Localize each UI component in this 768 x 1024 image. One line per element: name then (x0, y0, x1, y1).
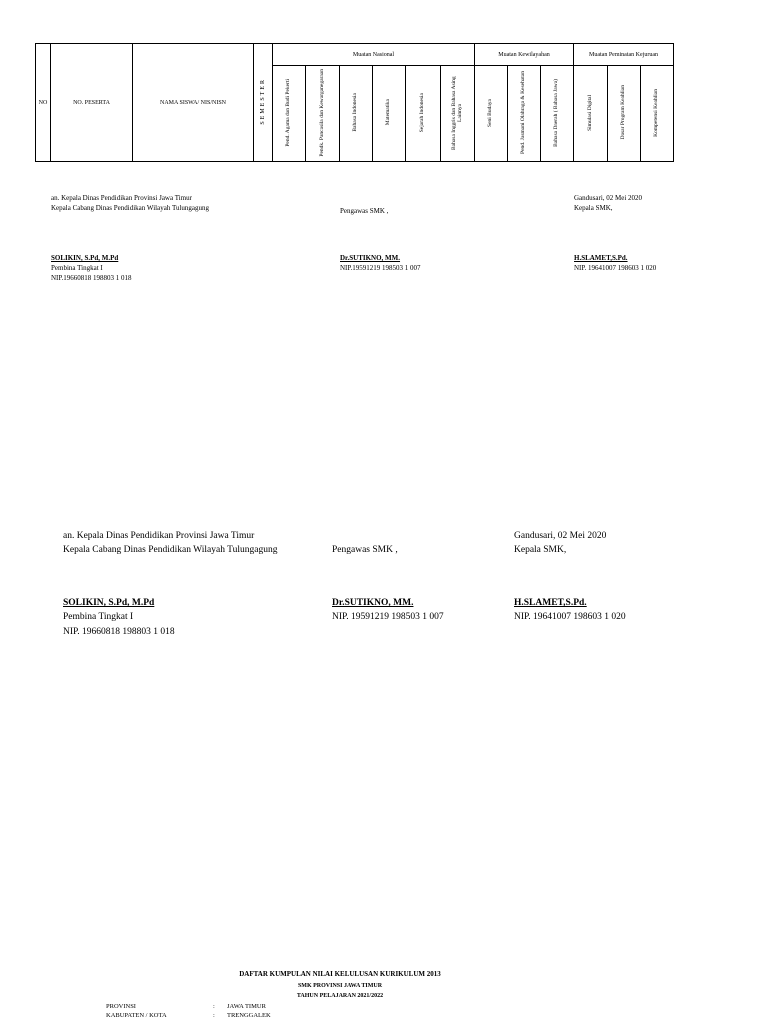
signature-left-1 (51, 193, 209, 213)
subject-header: Simulasi Digital (574, 66, 608, 162)
signer-name: SOLIKIN, S.Pd, M.Pd (63, 598, 155, 608)
subject-header: Sejarah Indonesia (406, 66, 441, 162)
subject-header: Bahasa Indonesia (340, 66, 373, 162)
principal-title: Kepala SMK, (514, 545, 567, 556)
signature-left-2 (63, 529, 277, 558)
group-muatan-kewilayahan: Muatan Kewilayahan (475, 44, 574, 66)
info-row-regency (106, 1012, 271, 1019)
place-date: Gandusari, 02 Mei 2020 (514, 531, 607, 541)
supervisor-title-1: Pengawas SMK , (340, 207, 389, 215)
signer-nip: NIP. 19641007 198603 1 020 (514, 612, 626, 623)
signer-nip: NIP.19591219 198503 1 007 (340, 264, 421, 273)
signer-middle-1 (340, 253, 421, 273)
signer-nip: NIP. 19591219 198503 1 007 (332, 612, 444, 623)
place-date: Gandusari, 02 Mei 2020 (574, 194, 643, 202)
info-sep: : (213, 1012, 215, 1019)
info-value: TRENGGALEK (227, 1012, 271, 1019)
info-label: KABUPATEN / KOTA (106, 1012, 167, 1019)
group-muatan-peminatan: Muatan Peminatan Kejuruan (574, 44, 674, 66)
group-muatan-nasional: Muatan Nasional (273, 44, 475, 66)
signer-right-2 (514, 596, 626, 625)
signer-rank: Pembina Tingkat I (51, 264, 103, 273)
signer-name: Dr.SUTIKNO, MM. (332, 598, 414, 608)
grades-table (35, 43, 674, 162)
left-office-line2: Kepala Cabang Dinas Pendidikan Wilayah Tulungagung (51, 204, 210, 213)
signer-rank: Pembina Tingkat I (63, 612, 134, 623)
subject-header: Pend. Agama dan Budi Pekerti (273, 66, 306, 162)
subject-header: Dasar Program Keahlian (608, 66, 641, 162)
subject-header: Bahasa Daerah ( Bahasa Jawa) (541, 66, 574, 162)
info-value: JAWA TIMUR (227, 1003, 266, 1010)
signer-left-1 (51, 253, 132, 283)
info-row-province (106, 1003, 266, 1010)
signature-right-1 (574, 193, 642, 213)
left-office-line1: an. Kepala Dinas Pendidikan Provinsi Jawa Timur (51, 194, 192, 202)
subject-header: Matematika (373, 66, 406, 162)
document-title: DAFTAR KUMPULAN NILAI KELULUSAN KURIKULUM 2013 (239, 970, 441, 978)
info-label: PROVINSI (106, 1003, 136, 1010)
signer-nip: NIP. 19660818 198803 1 018 (63, 626, 175, 637)
col-no-peserta: NO. PESERTA (51, 44, 133, 162)
signer-name: H.SLAMET,S.Pd. (514, 598, 587, 608)
subject-header: Bahasa Inggris dan Bahasa Asing Lainnya (441, 66, 475, 162)
col-semester: SEMESTER (254, 44, 273, 162)
signer-middle-2 (332, 596, 444, 625)
col-no: NO (36, 44, 51, 162)
signer-name: Dr.SUTIKNO, MM. (340, 254, 401, 262)
info-sep: : (213, 1003, 215, 1010)
academic-year: TAHUN PELAJARAN 2021/2022 (296, 993, 384, 999)
signer-left-2 (63, 596, 175, 639)
principal-title: Kepala SMK, (574, 204, 613, 213)
signer-right-1 (574, 253, 656, 273)
signature-right-2 (514, 529, 606, 558)
subject-header: Kompetensi Keahlian (641, 66, 674, 162)
signer-nip: NIP. 19641007 198603 1 020 (574, 264, 657, 273)
document-subtitle: SMK PROVINSI JAWA TIMUR (297, 983, 383, 989)
col-nama-siswa: NAMA SISWA/ NIS/NISN (133, 44, 254, 162)
subject-header: Pendk. Pancasila dan Kewarganegaraan (306, 66, 340, 162)
signer-name: H.SLAMET,S.Pd. (574, 254, 628, 262)
supervisor-title-2: Pengawas SMK , (332, 545, 398, 555)
subject-header: Pend. Jasmani Olahraga & Kesehatan (508, 66, 541, 162)
left-office-line2: Kepala Cabang Dinas Pendidikan Wilayah Tulungagung (63, 545, 278, 556)
left-office-line1: an. Kepala Dinas Pendidikan Provinsi Jawa Timur (63, 531, 255, 541)
signer-nip: NIP.19660818 198803 1 018 (51, 274, 132, 283)
signer-name: SOLIKIN, S.Pd, M.Pd (51, 254, 119, 262)
subject-header: Seni Budaya (475, 66, 508, 162)
